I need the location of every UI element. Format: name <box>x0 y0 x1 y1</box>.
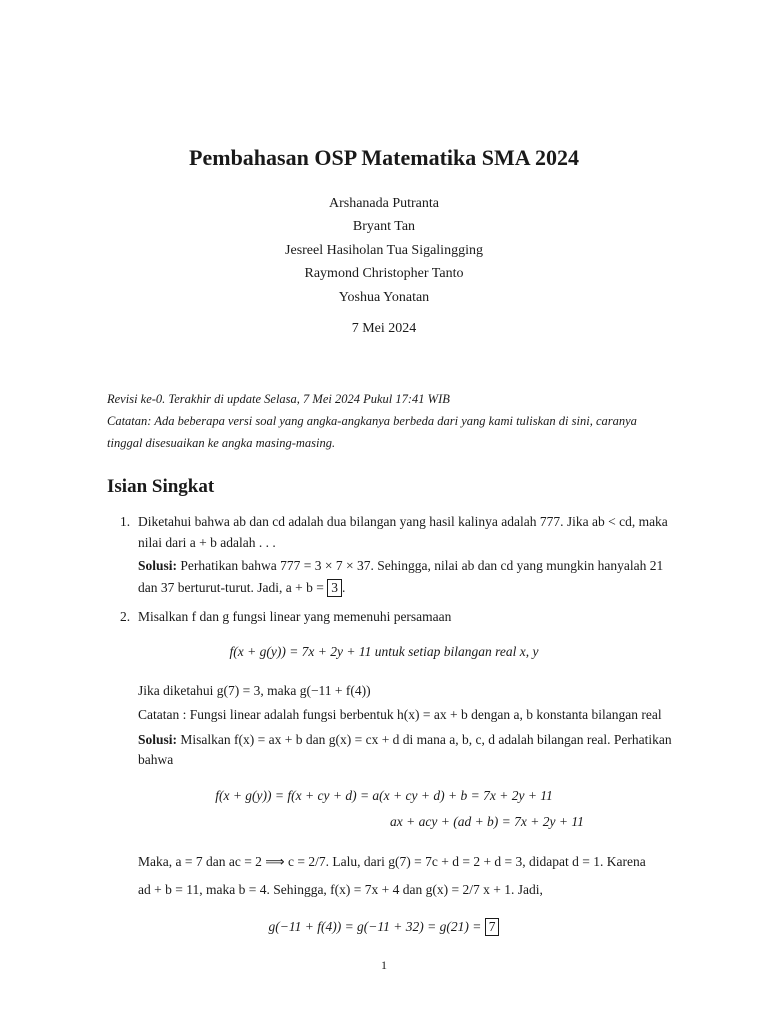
problem-2-question: Misalkan f dan g fungsi linear yang memenuhi persamaan <box>138 609 452 624</box>
page-number: 1 <box>381 958 387 972</box>
final-equation <box>0 918 768 936</box>
problem-2-solution-line2: bahwa <box>138 752 174 767</box>
problem-1-question-line1: Diketahui bahwa ab dan cd adalah dua bilangan yang hasil kalinya adalah 777. Jika ab < cd, maka <box>138 514 668 529</box>
conclusion-line2: ad + b = 11, maka b = 4. Sehingga, f(x) = 7x + 4 dan g(x) = 2/7 x + 1. Jadi, <box>138 882 543 897</box>
align-equation-1: f(x + g(y)) = f(x + cy + d) = a(x + cy + d) + b = 7x + 2y + 11 <box>215 788 553 803</box>
catatan-note-line2: tinggal disesuaikan ke angka masing-masing. <box>107 436 336 450</box>
problem-2-solution-line1 <box>138 730 683 750</box>
author-3: Jesreel Hasiholan Tua Sigalingging <box>285 243 483 258</box>
publication-date: 7 Mei 2024 <box>351 321 417 336</box>
problem-2-number: 2. <box>120 609 131 624</box>
author-4: Raymond Christopher Tanto <box>304 266 464 281</box>
page-title: Pembahasan OSP Matematika SMA 2024 <box>189 145 579 170</box>
author-2: Bryant Tan <box>352 219 416 234</box>
conclusion-line1: Maka, a = 7 dan ac = 2 ⟹ c = 2/7. Lalu, dari g(7) = 7c + d = 2 + d = 3, didapat d = 1. Karena <box>138 854 646 869</box>
functional-equation: f(x + g(y)) = 7x + 2y + 11 untuk setiap bilangan real x, y <box>229 644 539 659</box>
solution-text: Perhatikan bahwa 777 = 3 × 7 × 37. Sehingga, nilai ab dan cd yang mungkin hanyalah 21 <box>180 558 664 573</box>
solution-text: dan 37 berturut-turut. Jadi, a + b = <box>138 580 324 595</box>
author-1: Arshanada Putranta <box>328 196 440 211</box>
problem-1-question-line2: nilai dari a + b adalah . . . <box>138 535 276 550</box>
section-heading: Isian Singkat <box>107 476 215 497</box>
final-equation-text: g(−11 + f(4)) = g(−11 + 32) = g(21) = <box>268 919 482 934</box>
problem-1-solution-line2: dan 37 berturut-turut. Jadi, a + b = 3 . <box>138 580 346 595</box>
problem-2-given: Jika diketahui g(7) = 3, maka g(−11 + f(4)) <box>138 683 371 698</box>
solution-label: Solusi: <box>138 732 178 747</box>
problem-2-catatan: Catatan : Fungsi linear adalah fungsi berbentuk h(x) = ax + b dengan a, b konstanta bilangan real <box>138 707 662 722</box>
align-equation-2: ax + acy + (ad + b) = 7x + 2y + 11 <box>390 814 584 829</box>
revision-note: Revisi ke-0. Terakhir di update Selasa, 7 Mei 2024 Pukul 17:41 WIB <box>107 392 450 406</box>
solution-text: Misalkan f(x) = ax + b dan g(x) = cx + d di mana a, b, c, d adalah bilangan real. Perhatikan <box>180 732 672 747</box>
solution-label: Solusi: <box>138 558 178 573</box>
problem-1-solution-line1 <box>138 556 683 576</box>
catatan-note-line1: Catatan: Ada beberapa versi soal yang angka-angkanya berbeda dari yang kami tuliskan di sini, caranya <box>107 414 637 428</box>
answer-box: 7 <box>485 918 500 936</box>
answer-box: 3 <box>327 579 342 597</box>
problem-1-number: 1. <box>120 514 131 529</box>
author-5: Yoshua Yonatan <box>338 290 430 305</box>
